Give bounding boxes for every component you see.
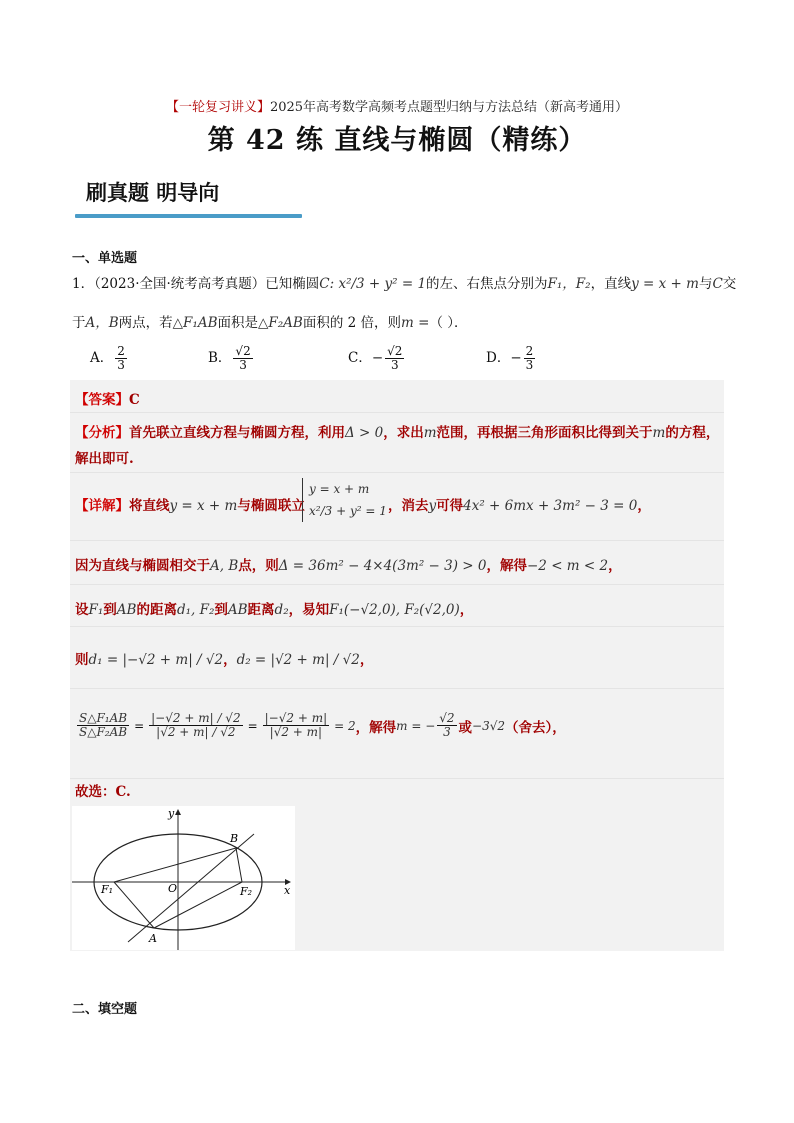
- detail-text: 或: [458, 719, 473, 736]
- equals-sign: =: [134, 718, 145, 733]
- detail-math: Δ = 36m² − 4×4(3m² − 3) > 0: [278, 558, 487, 574]
- x-axis-label: x: [284, 884, 291, 897]
- segment-f1a: [114, 882, 154, 928]
- detail-text: 将直线: [129, 498, 170, 514]
- detail-text: ，易知: [288, 602, 330, 618]
- choice-fraction: [233, 345, 252, 372]
- doc-header: [0, 96, 794, 115]
- choice-fraction: [385, 345, 404, 372]
- choice-num: √2: [235, 344, 251, 358]
- detail-text: ，解得: [486, 558, 527, 574]
- q-text: 1．（2023·全国·统考高考真题）已知椭圆: [72, 276, 320, 292]
- choice-den: 3: [239, 358, 247, 372]
- analysis-text: 范围，再根据三角形面积比得到关于: [436, 425, 653, 441]
- f2-label: F₂: [240, 885, 253, 898]
- detail-math: A, B: [210, 558, 239, 574]
- choice-d[interactable]: [486, 345, 537, 372]
- equals-sign: =: [247, 718, 258, 733]
- choice-num: 2: [117, 344, 125, 358]
- detail-step-1: [70, 472, 724, 541]
- detail-step-3: [70, 584, 724, 627]
- detail-text: ，: [608, 558, 622, 574]
- point-b-label: B: [230, 832, 239, 845]
- detail-text: 则: [75, 652, 89, 668]
- detail-text: ，: [459, 602, 474, 618]
- detail-text: 设: [75, 602, 89, 618]
- segment-bf2: [236, 848, 242, 882]
- detail-math: AB: [227, 602, 248, 618]
- ratio-mid: [149, 712, 242, 739]
- area-ratio: [75, 712, 566, 739]
- q-text: （ ）．: [429, 315, 468, 331]
- choice-c[interactable]: [348, 345, 406, 372]
- detail-math: 4x² + 6mx + 3m² − 3 = 0: [463, 498, 638, 514]
- f1-label: F₁: [101, 883, 114, 896]
- choice-den: 3: [525, 358, 534, 372]
- ratio-value: = 2: [334, 718, 356, 733]
- system-line-2: x²/3 + y² = 1: [309, 504, 387, 518]
- choice-label: A．: [90, 350, 114, 366]
- detail-step-4: [70, 626, 724, 689]
- detail-math: y = x + m: [169, 498, 238, 514]
- detail-step-6: [70, 778, 724, 804]
- choice-num: √2: [387, 344, 403, 358]
- choice-fraction: [115, 345, 127, 372]
- ratio-rhs: [263, 712, 329, 739]
- choice-b[interactable]: [208, 345, 255, 372]
- choice-label: C．: [348, 350, 372, 366]
- ratio-lhs-num: S△F₁AB: [79, 711, 128, 725]
- q-text: 两点，若: [118, 315, 173, 331]
- m-frac-num: √2: [439, 711, 455, 725]
- analysis-text: 解出即可.: [75, 451, 134, 467]
- q-text: 交: [722, 276, 737, 292]
- detail-text: 到: [103, 602, 117, 618]
- q-text: ，直线: [590, 276, 632, 292]
- choice-den: 3: [390, 358, 399, 372]
- y-axis-label: y: [168, 807, 175, 820]
- answer-row: [70, 380, 724, 413]
- detail-math: −2 < m < 2: [527, 558, 609, 574]
- ellipse-equation: C: x²/3 + y² = 1: [319, 276, 427, 292]
- analysis-text: ，求出: [383, 425, 424, 441]
- detail-text: ，解得: [355, 719, 397, 736]
- q-c: C: [712, 276, 723, 292]
- detail-d2: d₂ = |√2 + m| / √2: [236, 652, 360, 668]
- choice-a[interactable]: [90, 345, 129, 372]
- detail-math: F₁(−√2,0), F₂(√2,0): [329, 602, 460, 618]
- choice-label: B．: [208, 350, 232, 366]
- system-line-1: y = x + m: [309, 482, 370, 496]
- q-m: m =: [401, 315, 430, 331]
- header-subtitle: 2025年高考数学高频考点题型归纳与方法总结（新高考通用）: [269, 100, 629, 115]
- q-tri1: △F₁AB: [172, 315, 218, 331]
- detail-step-5: [70, 688, 724, 779]
- analysis-m: m: [652, 425, 666, 441]
- choice-num: 2: [525, 344, 534, 358]
- analysis-text: 的方程，: [665, 425, 720, 441]
- analysis-text: 首先联立直线方程与椭圆方程，利用: [129, 425, 345, 441]
- detail-text: ，消去: [388, 498, 429, 514]
- header-tag: 【一轮复习讲义】: [165, 100, 270, 115]
- detail-math: d₁, F₂: [176, 602, 215, 618]
- detail-text: 点，则: [238, 558, 279, 574]
- detail-text: ，: [637, 498, 651, 514]
- point-a-label: A: [149, 932, 157, 945]
- detail-label: 【详解】: [75, 498, 129, 514]
- question-line-1: [72, 274, 737, 294]
- analysis-label: 【分析】: [75, 425, 129, 441]
- answer-label: 【答案】: [75, 392, 129, 408]
- detail-math: −3√2: [472, 718, 506, 733]
- choice-sign: −: [371, 350, 384, 366]
- part2-label: 二、填空题: [72, 1002, 138, 1017]
- equation-system: [302, 478, 387, 522]
- line-ab: [128, 834, 254, 942]
- ratio-lhs-den: S△F₂AB: [79, 725, 128, 739]
- m-frac-den: 3: [443, 725, 451, 739]
- ratio-rhs-den: |√2 + m|: [269, 725, 323, 739]
- answer-value: C: [129, 392, 140, 408]
- q-text: 面积是: [217, 315, 259, 331]
- question-line-2: [72, 313, 722, 333]
- detail-text: 因为直线与椭圆相交于: [75, 558, 210, 574]
- analysis-row: [70, 412, 724, 473]
- detail-math: m = −: [396, 718, 436, 733]
- q-text: 的左、右焦点分别为: [426, 276, 548, 292]
- final-choice: 故选：C.: [75, 784, 131, 800]
- detail-step-2: [70, 540, 724, 585]
- detail-math: y: [428, 498, 437, 514]
- detail-d1: d₁ = |−√2 + m| / √2: [88, 652, 224, 668]
- detail-text: ，: [359, 652, 374, 668]
- m-fraction: [437, 712, 456, 739]
- detail-text: 的距离: [136, 602, 177, 618]
- ellipse-figure: [72, 806, 295, 950]
- choice-den: 3: [117, 358, 125, 372]
- q-ab: A，B: [85, 315, 119, 331]
- detail-text: 到: [214, 602, 228, 618]
- choice-label: D．: [486, 350, 511, 366]
- section-underline: [75, 214, 302, 218]
- ellipse-diagram: [72, 806, 295, 950]
- detail-math: AB: [116, 602, 137, 618]
- detail-text: ，: [223, 652, 237, 668]
- q-text: 于: [72, 315, 86, 331]
- q-tri2: △F₂AB: [258, 315, 303, 331]
- section-title: 刷真题 明导向: [86, 180, 220, 205]
- choice-fraction: [524, 345, 536, 372]
- detail-text: （舍去），: [505, 719, 566, 736]
- detail-text: 可得: [436, 498, 464, 514]
- part1-label: 一、单选题: [72, 251, 138, 266]
- detail-math: d₂: [274, 602, 289, 618]
- detail-text: 与椭圆联立: [237, 498, 305, 514]
- choice-sign: −: [510, 350, 522, 366]
- ratio-mid-den: |√2 + m| / √2: [156, 725, 236, 739]
- q-text: 面积的 2 倍，则: [302, 315, 402, 331]
- ratio-rhs-num: |−√2 + m|: [264, 711, 328, 725]
- q-text: 与: [698, 276, 713, 292]
- detail-text: 距离: [247, 602, 275, 618]
- foci: F₁，F₂: [547, 276, 591, 292]
- line-equation: y = x + m: [631, 276, 699, 292]
- analysis-delta: Δ > 0: [345, 425, 384, 441]
- ratio-mid-num: |−√2 + m| / √2: [151, 711, 241, 725]
- origin-label: O: [168, 882, 178, 895]
- analysis-m: m: [423, 425, 437, 441]
- ratio-lhs: [77, 712, 129, 739]
- detail-math: F₁: [88, 602, 104, 618]
- page-title: 第 42 练 直线与椭圆（精练）: [207, 125, 587, 156]
